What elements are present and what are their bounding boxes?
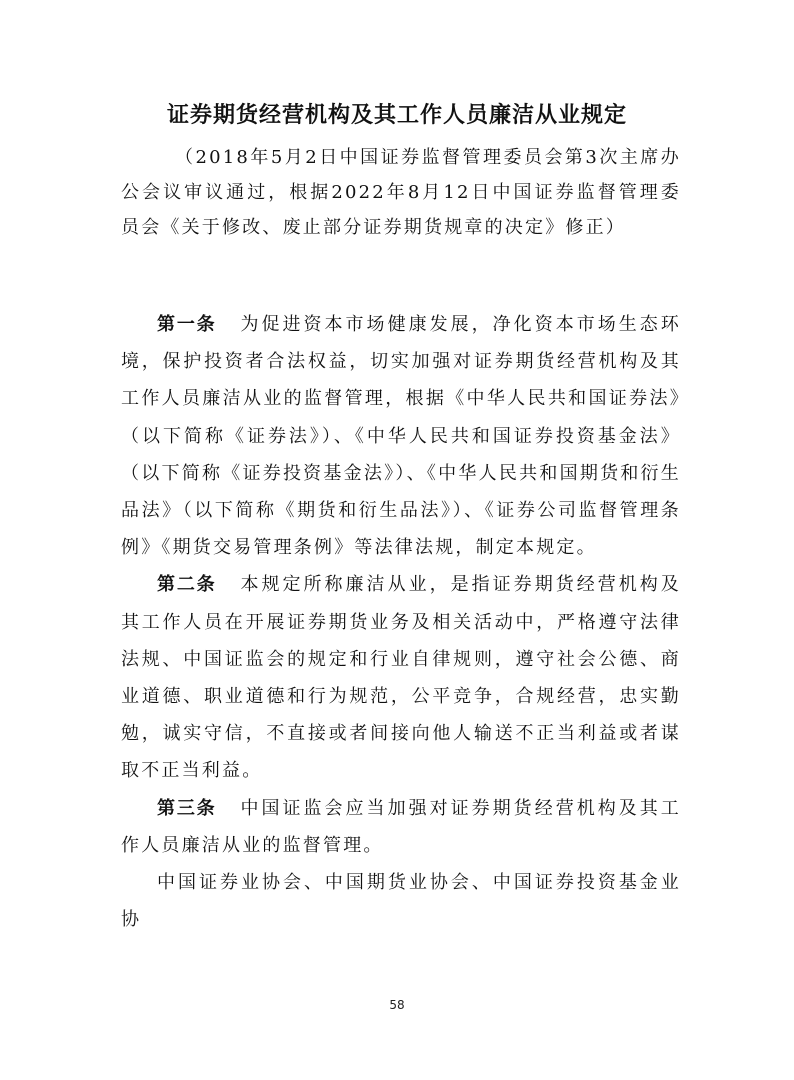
- article-3-continuation-paragraph: [121, 864, 681, 938]
- page-number: 58: [389, 998, 405, 1012]
- article-3-heading: 第三条: [157, 797, 217, 819]
- document-subtitle: （2018年5月2日中国证券监督管理委员会第3次主席办公会议审议通过，根据2022年8月12日中国证券监督管理委员会《关于修改、废止部分证券期货规章的决定》修正）: [121, 147, 681, 238]
- document-title: 证券期货经营机构及其工作人员廉洁从业规定: [166, 103, 627, 128]
- article-1-heading: 第一条: [157, 314, 217, 335]
- article-2-heading: 第二条: [157, 574, 217, 596]
- article-3-paragraph: [121, 790, 681, 864]
- article-2-text: 本规定所称廉洁从业，是指证券期货经营机构及其工作人员在开展证券期货业务及相关活动中，严格遵守法律法规、中国证监会的规定和行业自律规则，遵守社会公德、商业道德、职业道德和行为规范，公平竞争，合规经营，忠实勤勉，诚实守信，不直接或者间接向他人输送不正当利益或者谋取不正当利益。: [121, 574, 681, 782]
- article-3-text: 中国证监会应当加强对证券期货经营机构及其工作人员廉洁从业的监督管理。: [121, 797, 681, 856]
- document-body: [121, 306, 681, 938]
- article-1-paragraph: [121, 306, 681, 566]
- article-1-text: 为促进资本市场健康发展，净化资本市场生态环境，保护投资者合法权益，切实加强对证券期货经营机构及其工作人员廉洁从业的监督管理，根据《中华人民共和国证券法》（以下简称《证券法》）、《中华人民共和国证券投资基金法》（以下简称《证券投资基金法》）、《中华人民共和国期货和衍生品法》（以下简称《期货和衍生品法》）、《证券公司监督管理条例》《期货交易管理条例》等法律法规，制定本规定。: [121, 314, 681, 559]
- article-3-continuation-text: 中国证券业协会、中国期货业协会、中国证券投资基金业协: [121, 872, 681, 931]
- article-2-paragraph: [121, 566, 681, 789]
